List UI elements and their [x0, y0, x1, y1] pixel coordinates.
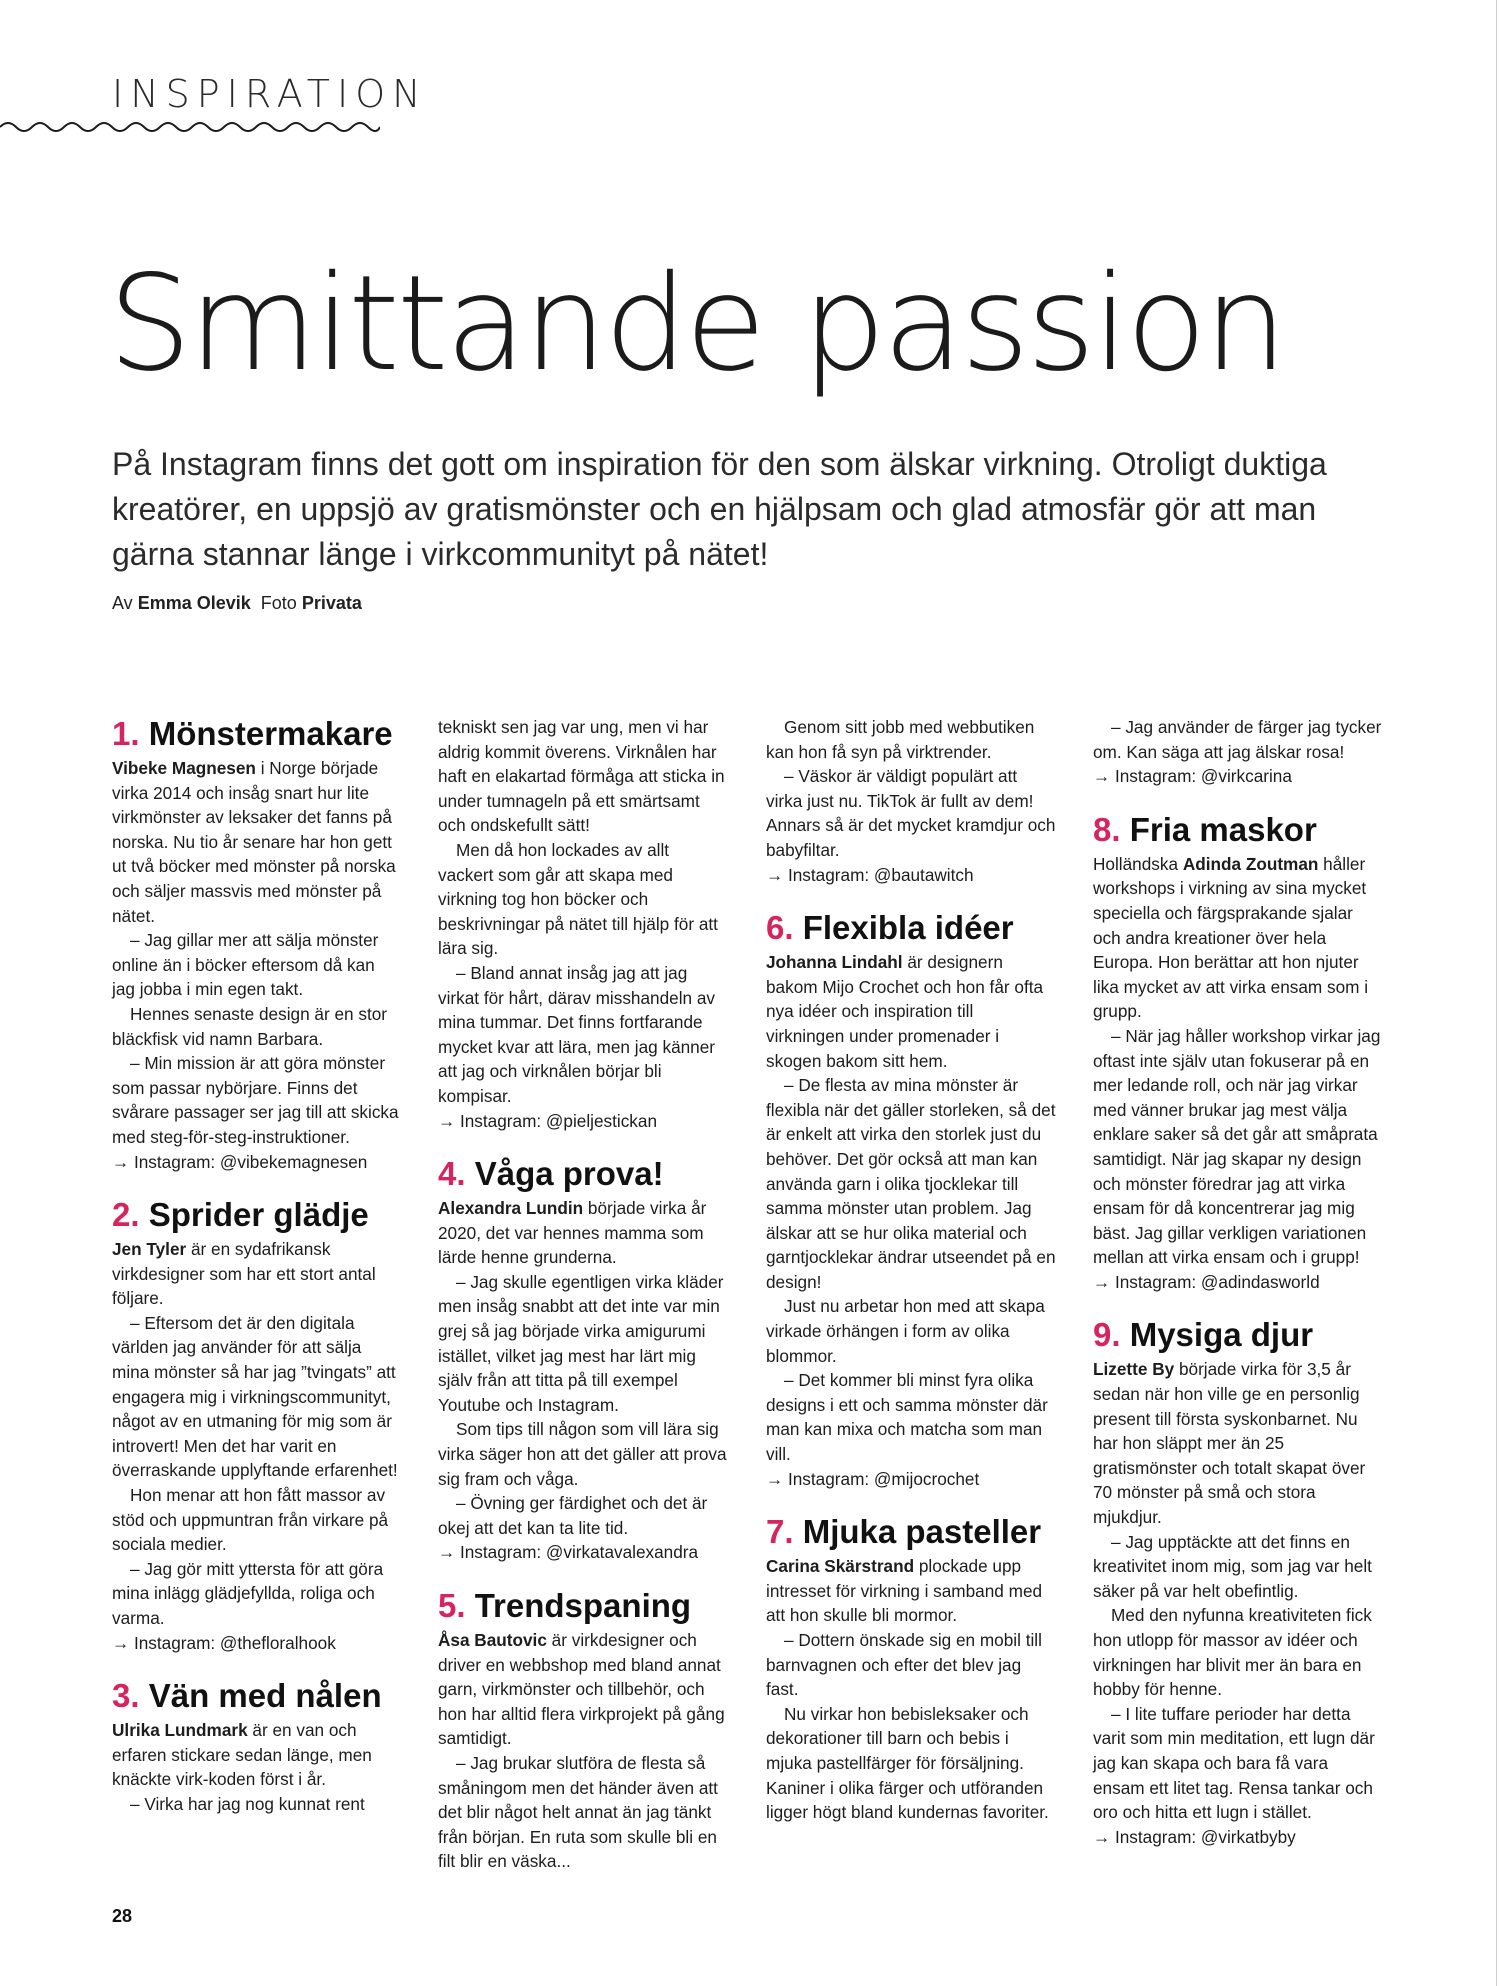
article-lead: På Instagram finns det gott om inspiration för den som älskar virkning. Otroligt duktiga kreatörer, en uppsjö av gratismönster och en hjälpsam och glad atmosfär gör att man gärna stannar länge i virkcommunityt på nätet! — [112, 446, 1327, 572]
paragraph — [1093, 852, 1383, 1024]
paragraph — [438, 1196, 728, 1270]
paragraph: – Eftersom det är den digitala världen jag använder för att sälja mina mönster så har jag ”tvingats” att engagera mig i virkningscommunityt, något av en utmaning för mig som är introvert! Men det har varit en överraskande upplyftande erfarenhet! — [112, 1312, 398, 1481]
paragraph: Som tips till någon som vill lära sig virka säger hon att det gäller att prova sig fram och våga. — [438, 1419, 727, 1489]
section-heading-1 — [112, 715, 402, 753]
section-number: 7. — [766, 1513, 794, 1551]
section-title: Våga prova! — [474, 1155, 664, 1193]
section-title: Trendspaning — [474, 1587, 692, 1624]
byline-foto-label: Foto — [260, 593, 297, 613]
section-heading-5 — [438, 1587, 728, 1625]
text-column-4 — [1093, 715, 1383, 1849]
person-name: Vibeke Magnesen — [112, 758, 256, 778]
section-title: Mönstermakare — [148, 715, 393, 752]
person-name: Lizette By — [1093, 1359, 1175, 1380]
person-name: Åsa Bautovic — [438, 1630, 547, 1650]
section-title: Mjuka pasteller — [802, 1513, 1042, 1551]
section-title: Vän med nålen — [148, 1677, 382, 1715]
wave-divider — [0, 118, 380, 136]
paragraph: – När jag håller workshop virkar jag oftast inte själv utan fokuserar på en mer ledande roll, och när jag virkar med vänner brukar jag mest välja enklare saker så det går att småprata samtidigt. När jag skapar ny design och mönster föredrar jag att virka ensam för då koncentrerar jag mig bäst. Jag gillar verkligen variationen mellan att virka ensam och i grupp! — [1093, 1025, 1381, 1268]
paragraph — [112, 1718, 402, 1792]
paragraph: – Jag brukar slutföra de flesta så småningom men det händer även att det blir något helt annat än jag tänkt från början. En ruta som skulle bli en filt blir en väska... — [438, 1752, 718, 1872]
paragraph-text: håller workshops i virkning av sina mycket speciella och färgsprakande sjalar och andra kreationer över hela Europa. Hon berättar att hon njuter lika mycket av att virka ensam som i grupp. — [1093, 853, 1369, 1022]
paragraph: – Jag upptäckte att det finns en kreativitet inom mig, som jag var helt säker på var helt obefintlig. — [1093, 1531, 1372, 1601]
person-name: Carina Skärstrand — [766, 1556, 915, 1577]
paragraph: – Väskor är väldigt populärt att virka just nu. TikTok är fullt av dem! Annars så är det mycket kramdjur och babyfiltar. — [766, 766, 1056, 860]
section-title: Flexibla idéer — [802, 909, 1014, 947]
paragraph: – Bland annat insåg jag att jag virkat för hårt, därav misshandeln av mina tummar. Det finns fortfarande mycket kvar att lära, men jag känner att jag och virknålen börjar bli kompisar. — [438, 962, 716, 1106]
instagram-handle: → Instagram: @bautawitch — [766, 864, 974, 885]
person-name: Johanna Lindahl — [766, 952, 903, 973]
section-heading-9 — [1093, 1316, 1383, 1354]
section-number: 3. — [112, 1677, 140, 1715]
paragraph: – Jag använder de färger jag tycker om. Kan säga att jag älskar rosa! — [1093, 717, 1382, 762]
paragraph: – Dottern önskade sig en mobil till barnvagnen och efter det blev jag fast. — [766, 1630, 1042, 1700]
paragraph: – Övning ger färdighet och det är okej att det kan ta lite tid. — [438, 1493, 708, 1538]
section-number: 4. — [438, 1155, 466, 1193]
paragraph: – Jag gillar mer att sälja mönster online än i böcker eftersom då kan jag jobba i min egen takt. — [112, 930, 379, 1000]
section-title: Fria maskor — [1129, 810, 1317, 848]
paragraph: Hennes senaste design är en stor bläckfisk vid namn Barbara. — [112, 1003, 388, 1049]
section-kicker: INSPIRATION — [112, 72, 428, 116]
person-name: Alexandra Lundin — [438, 1198, 584, 1219]
paragraph — [766, 950, 1056, 1073]
section-number: 9. — [1093, 1316, 1121, 1354]
text-column-1 — [112, 715, 402, 1817]
paragraph: – I lite tuffare perioder har detta varit som min meditation, ett lugn där jag kan skapa och bara få vara ensam ett litet tag. Rensa tankar och oro och hitta ett lugn i stället. — [1093, 1703, 1375, 1823]
paragraph: – Jag skulle egentligen virka kläder men insåg snabbt att det inte var min grej så jag började virka amigurumi istället, vilket jag mest har lärt mig själv från att titta på till exempel Youtube och Instagram. — [438, 1271, 724, 1415]
section-title: Mysiga djur — [1129, 1316, 1314, 1354]
person-name: Jen Tyler — [112, 1239, 187, 1260]
instagram-handle: → Instagram: @virkatbyby — [1093, 1826, 1296, 1847]
paragraph — [1093, 1357, 1383, 1529]
paragraph — [438, 1628, 728, 1751]
section-title: Sprider glädje — [148, 1196, 369, 1234]
section-heading-2 — [112, 1196, 402, 1234]
paragraph: – Jag gör mitt yttersta för att göra mina inlägg glädjefyllda, roliga och varma. — [112, 1558, 384, 1628]
paragraph-text: började virka år 2020, det var hennes mamma som lärde henne grunderna. — [438, 1198, 707, 1268]
paragraph: Nu virkar hon bebisleksaker och dekorationer till barn och bebis i mjuka pastellfärger för försäljning. Kaniner i olika färger och utföranden ligger högt bland kundernas favoriter. — [766, 1703, 1049, 1823]
instagram-handle: → Instagram: @vibekemagnesen — [112, 1151, 368, 1172]
page-number: 28 — [112, 1906, 133, 1926]
paragraph: – Det kommer bli minst fyra olika designs i ett och samma mönster där man kan mixa och matcha som man vill. — [766, 1370, 1048, 1465]
byline-photographer: Privata — [301, 593, 362, 613]
byline-author: Emma Olevik — [137, 593, 251, 613]
byline-av-label: Av — [112, 593, 133, 613]
text-column-2 — [438, 715, 728, 1874]
paragraph: Med den nyfunna kreativiteten fick hon utlopp för massor av idéer och virkningen har blivit mer än bara en hobby för henne. — [1093, 1605, 1372, 1700]
section-heading-4 — [438, 1155, 728, 1193]
section-heading-6 — [766, 909, 1056, 947]
instagram-handle: → Instagram: @virkatavalexandra — [438, 1542, 699, 1563]
text-column-3 — [766, 715, 1056, 1825]
paragraph: Just nu arbetar hon med att skapa virkade örhängen i form av olika blommor. — [766, 1296, 1045, 1366]
paragraph: Hon menar att hon fått massor av stöd och uppmuntran från virkare på sociala medier. — [112, 1485, 389, 1555]
paragraph: tekniskt sen jag var ung, men vi har aldrig kommit överens. Virknålen har haft en elakartad förmåga att sticka in under tumnageln på ett smärtsamt och ondskefullt sätt! — [438, 717, 725, 836]
person-name: Adinda Zoutman — [1182, 853, 1319, 874]
section-number: 8. — [1093, 810, 1121, 848]
section-number: 1. — [112, 715, 140, 752]
paragraph: Genom sitt jobb med webbutiken kan hon få syn på virktrender. — [766, 717, 1035, 762]
section-heading-7 — [766, 1513, 1056, 1551]
paragraph: – De flesta av mina mönster är flexibla när det gäller storleken, så det är enkelt att virka den storlek just du behöver. Det gör också att man kan använda garn i olika tjocklekar till samma mönster utan problem. Jag älskar att se hur olika material och garntjocklekar ändrar utseendet på en design! — [766, 1075, 1056, 1292]
page-edge-rule — [1496, 0, 1497, 1986]
paragraph-text: plockade upp intresset för virkning i samband med att hon skulle bli mormor. — [766, 1556, 1043, 1626]
paragraph — [112, 1237, 402, 1311]
section-heading-3 — [112, 1677, 402, 1715]
paragraph-text: är en van och erfaren stickare sedan länge, men knäckte virk-koden först i år. — [112, 1720, 372, 1790]
paragraph-text: är designern bakom Mijo Crochet och hon får ofta nya idéer och inspiration till virkningen under promenader i skogen bakom sitt hem. — [766, 952, 1044, 1071]
instagram-handle: → Instagram: @virkcarina — [1093, 766, 1292, 787]
paragraph-text: Holländska — [1093, 853, 1183, 874]
section-number: 5. — [438, 1587, 466, 1624]
section-heading-8 — [1093, 811, 1383, 849]
instagram-handle: → Instagram: @adindasworld — [1093, 1271, 1320, 1292]
paragraph: Men då hon lockades av allt vackert som går att skapa med virkning tog hon böcker och beskrivningar på nätet till hjälp för att lära sig. — [438, 839, 718, 959]
section-number: 2. — [112, 1196, 140, 1234]
paragraph-text: började virka för 3,5 år sedan när hon ville ge en personlig present till första syskonbarnet. Nu har hon släppt mer än 25 gratismönster och totalt skapat över 70 mönster på små och stora mjukdjur. — [1093, 1359, 1366, 1528]
paragraph-text: är virkdesigner och driver en webbshop med bland annat garn, virkmönster och tillbehör, och hon har alltid flera virkprojekt på gång samtidigt. — [438, 1630, 725, 1749]
instagram-handle: → Instagram: @thefloralhook — [112, 1632, 336, 1653]
instagram-handle: → Instagram: @pieljestickan — [438, 1110, 658, 1131]
byline — [112, 593, 362, 614]
paragraph: – Virka har jag nog kunnat rent — [130, 1793, 365, 1814]
paragraph — [766, 1554, 1056, 1628]
section-number: 6. — [766, 909, 794, 947]
article-title: Smittande passion — [108, 247, 1285, 401]
instagram-handle: → Instagram: @mijocrochet — [766, 1468, 980, 1489]
paragraph-text: är en sydafrikansk virkdesigner som har ett stort antal följare. — [112, 1239, 376, 1309]
paragraph: – Min mission är att göra mönster som passar nybörjare. Finns det svårare passager ser jag till att skicka med steg-för-steg-instruktioner. — [112, 1053, 399, 1147]
person-name: Ulrika Lundmark — [112, 1720, 248, 1741]
paragraph — [112, 756, 402, 928]
paragraph-text: i Norge började virka 2014 och insåg snart hur lite virkmönster av leksaker det fanns på norska. Nu tio år senare har hon gett ut två böcker med mönster på norska och säljer massvis med mönster på nätet. — [112, 758, 396, 926]
